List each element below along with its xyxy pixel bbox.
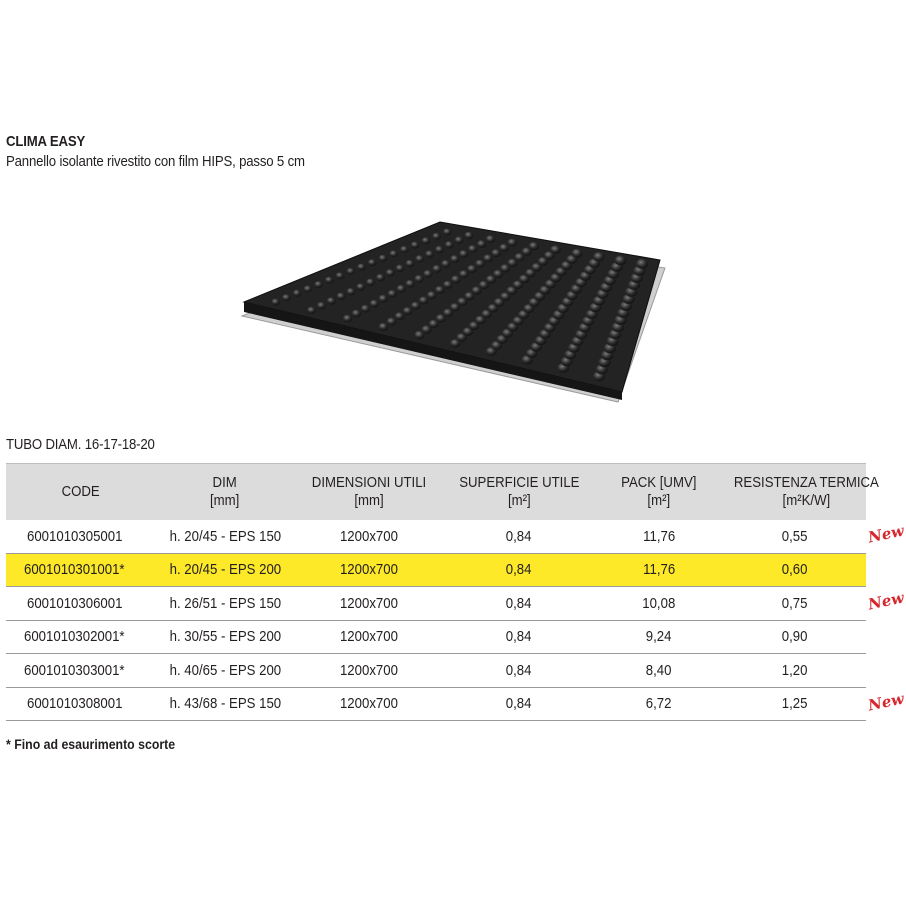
panel-knob	[343, 315, 352, 323]
panel-knob	[507, 239, 517, 247]
cell-resistenza: 0,75	[724, 587, 866, 621]
panel-knob	[550, 245, 561, 254]
panel-knob	[435, 246, 444, 253]
panel-knob	[414, 275, 423, 283]
panel-knob	[455, 236, 464, 243]
panel-knob	[346, 268, 355, 275]
cell-resistenza: 0,90	[724, 620, 866, 654]
panel-knob	[357, 264, 366, 271]
cell-superficie: 0,84	[444, 520, 594, 553]
cell-dim: h. 20/45 - EPS 150	[156, 520, 294, 553]
panel-knob	[386, 269, 395, 276]
panel-knob	[636, 259, 648, 269]
panel-knob	[467, 265, 477, 273]
panel-knob	[317, 302, 326, 309]
panel-knob	[529, 242, 539, 250]
panel-knob	[327, 297, 336, 304]
cell-code: 6001010302001*	[6, 620, 156, 654]
panel-knob	[423, 270, 432, 278]
table-row	[6, 620, 866, 654]
panel-knob	[361, 305, 370, 313]
panel-knob	[368, 259, 377, 266]
new-badge: New	[866, 588, 906, 614]
new-badge: New	[866, 521, 906, 547]
panel-knob	[483, 254, 493, 262]
cell-superficie: 0,84	[444, 620, 594, 654]
cell-code: 6001010308001	[6, 687, 156, 721]
panel-knob	[379, 295, 388, 303]
cell-code: 6001010303001*	[6, 654, 156, 688]
panel-knob	[411, 242, 420, 249]
cell-dim-utili: 1200x700	[294, 687, 444, 721]
panel-knob	[491, 249, 501, 257]
panel-knob	[427, 291, 437, 299]
panel-knob	[387, 318, 397, 326]
panel-knob	[325, 277, 334, 284]
panel-knob	[441, 260, 450, 268]
tube-diameter-label: TUBO DIAM. 16-17-18-20	[6, 436, 155, 453]
panel-knob	[419, 296, 429, 304]
panel-knob	[366, 279, 375, 286]
table-header-row	[6, 464, 866, 521]
cell-dim-utili: 1200x700	[294, 620, 444, 654]
product-spec-table	[6, 463, 879, 721]
cell-superficie: 0,84	[444, 687, 594, 721]
panel-knob	[464, 232, 473, 239]
cell-dim: h. 30/55 - EPS 200	[156, 620, 294, 654]
cell-pack: 9,24	[594, 620, 724, 654]
cell-pack: 11,76	[594, 520, 724, 553]
panel-knob	[307, 307, 316, 314]
panel-knob	[379, 323, 389, 331]
cell-dim-utili: 1200x700	[294, 520, 444, 553]
cell-superficie: 0,84	[444, 654, 594, 688]
header-pack: PACK [UMV] [m²]	[594, 464, 724, 521]
panel-knob	[396, 265, 405, 272]
panel-knob	[405, 260, 414, 267]
panel-knob	[411, 302, 421, 310]
cell-dim: h. 40/65 - EPS 200	[156, 654, 294, 688]
panel-knob	[415, 255, 424, 262]
panel-knob	[395, 312, 405, 320]
insulation-panel-image	[230, 208, 670, 408]
cell-resistenza: 0,55	[724, 520, 866, 553]
panel-knob	[337, 293, 346, 300]
panel-knob	[400, 246, 409, 253]
table-row	[6, 654, 866, 688]
cell-resistenza: 1,20	[724, 654, 866, 688]
panel-knob	[443, 228, 452, 235]
cell-resistenza: 1,25	[724, 687, 866, 721]
cell-dim-utili: 1200x700	[294, 587, 444, 621]
panel-knob	[593, 252, 604, 261]
product-subtitle: Pannello isolante rivestito con film HIPS, passo 5 cm	[6, 153, 305, 170]
panel-knob	[379, 255, 388, 262]
cell-dim: h. 20/45 - EPS 200	[156, 553, 294, 587]
header-dim: DIM [mm]	[156, 464, 294, 521]
cell-superficie: 0,84	[444, 587, 594, 621]
panel-knob	[425, 250, 434, 257]
cell-resistenza: 0,60	[724, 553, 866, 587]
cell-pack: 11,76	[594, 553, 724, 587]
panel-knob	[352, 310, 361, 318]
panel-knob	[356, 283, 365, 290]
cell-pack: 6,72	[594, 687, 724, 721]
new-badge: New	[866, 688, 906, 715]
panel-knob	[304, 285, 313, 292]
cell-code: 6001010305001	[6, 520, 156, 553]
header-dimensioni-utili: DIMENSIONI UTILI [mm]	[294, 464, 444, 521]
table-row	[6, 587, 866, 621]
panel-knob	[293, 290, 302, 297]
header-code: CODE	[6, 464, 156, 521]
panel-knob	[459, 270, 469, 278]
panel-knob	[477, 240, 486, 248]
panel-knob	[282, 294, 291, 301]
panel-knob	[459, 250, 468, 258]
panel-knob	[615, 256, 627, 266]
panel-knob	[451, 275, 461, 283]
panel-knob	[314, 281, 323, 288]
footnote: * Fino ad esaurimento scorte	[6, 736, 176, 752]
panel-knob	[422, 237, 431, 244]
panel-knob	[336, 272, 345, 279]
cell-code: 6001010301001*	[6, 553, 156, 587]
table-row	[6, 520, 866, 553]
panel-knob	[486, 235, 495, 243]
header-superficie-utile: SUPERFICIE UTILE [m²]	[444, 464, 594, 521]
panel-knob	[443, 281, 453, 289]
panel-knob	[468, 245, 477, 253]
cell-superficie: 0,84	[444, 553, 594, 587]
panel-knob	[432, 265, 441, 273]
panel-knob	[450, 255, 459, 263]
cell-dim-utili: 1200x700	[294, 654, 444, 688]
panel-knob	[432, 233, 441, 240]
product-title: CLIMA EASY	[6, 133, 86, 150]
panel-knob	[389, 250, 398, 257]
panel-knob	[403, 307, 413, 315]
panel-knob	[405, 280, 414, 288]
panel-knob	[445, 241, 454, 248]
panel-knob	[572, 249, 583, 258]
panel-knob	[499, 244, 509, 252]
table-row	[6, 553, 866, 587]
cell-dim-utili: 1200x700	[294, 553, 444, 587]
panel-knob	[396, 285, 405, 293]
panel-knob	[475, 260, 485, 268]
panel-knob	[376, 274, 385, 281]
cell-pack: 10,08	[594, 587, 724, 621]
panel-knob	[435, 286, 445, 294]
table-row	[6, 687, 866, 721]
header-resistenza-termica: RESISTENZA TERMICA [m²K/W]	[724, 464, 866, 521]
panel-knob	[346, 288, 355, 295]
cell-code: 6001010306001	[6, 587, 156, 621]
cell-dim: h. 26/51 - EPS 150	[156, 587, 294, 621]
panel-knob	[271, 299, 280, 306]
cell-dim: h. 43/68 - EPS 150	[156, 687, 294, 721]
cell-pack: 8,40	[594, 654, 724, 688]
panel-knob	[388, 290, 397, 298]
panel-knob	[370, 300, 379, 308]
